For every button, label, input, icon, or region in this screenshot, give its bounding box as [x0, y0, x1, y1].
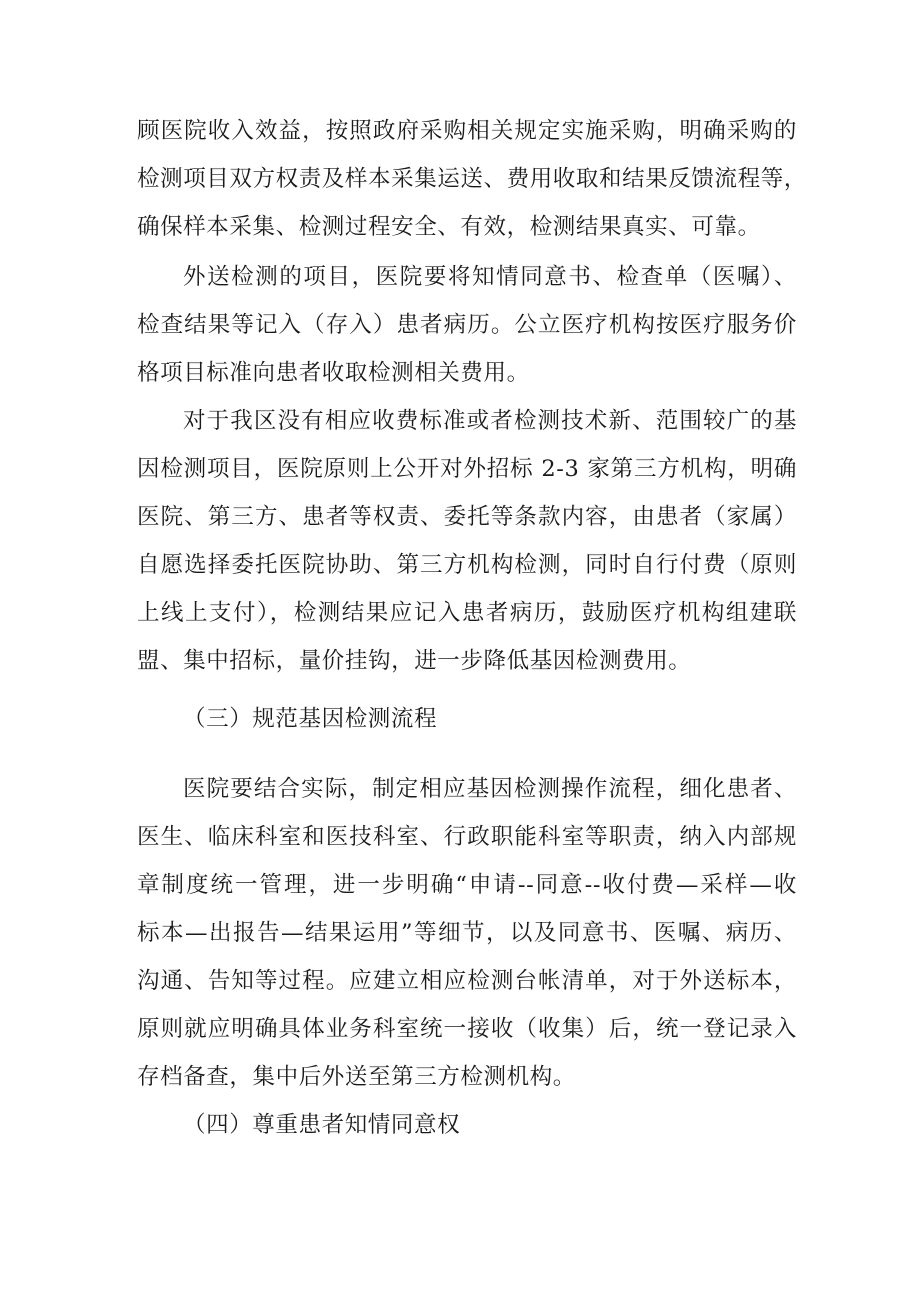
paragraph-line: 盟、集中招标，量价挂钩，进一步降低基因检测费用。: [137, 648, 692, 674]
paragraph-line: 存档备查，集中后外送至第三方检测机构。: [137, 1064, 576, 1090]
paragraph-line: 对于我区没有相应收费标准或者检测技术新、范围较广的基: [183, 408, 797, 434]
paragraph-line: 沟通、告知等过程。应建立相应检测台帐清单，对于外送标本，: [137, 968, 797, 994]
paragraph-line: 检查结果等记入（存入）患者病历。公立医疗机构按医疗服务价: [137, 312, 797, 338]
paragraph-line: 原则就应明确具体业务科室统一接收（收集）后，统一登记录入: [137, 1016, 797, 1042]
paragraph-line: 章制度统一管理，进一步明确“申请--同意--收付费—采样—收: [137, 872, 797, 898]
paragraph-line: 上线上支付），检测结果应记入患者病历，鼓励医疗机构组建联: [137, 600, 797, 626]
paragraph-line: 外送检测的项目，医院要将知情同意书、检查单（医嘱）、: [183, 264, 797, 290]
section-4-heading: （四）尊重患者知情同意权: [183, 1112, 461, 1138]
paragraph-line: 自愿选择委托医院协助、第三方机构检测，同时自行付费（原则: [137, 552, 797, 578]
paragraph-line: 确保样本采集、检测过程安全、有效，检测结果真实、可靠。: [137, 214, 761, 240]
paragraph-line: 因检测项目，医院原则上公开对外招标 2-3 家第三方机构，明确: [137, 456, 797, 482]
paragraph-line: 医院、第三方、患者等权责、委托等条款内容，由患者（家属）: [137, 504, 797, 530]
paragraph-line: 医院要结合实际，制定相应基因检测操作流程，细化患者、: [183, 776, 797, 802]
section-3-heading: （三）规范基因检测流程: [183, 706, 438, 732]
paragraph-line: 检测项目双方权责及样本采集运送、费用收取和结果反馈流程等，: [137, 166, 807, 192]
paragraph-line: 顾医院收入效益，按照政府采购相关规定实施采购，明确采购的: [137, 118, 797, 144]
paragraph-line: 标本—出报告—结果运用”等细节，以及同意书、医嘱、病历、: [137, 920, 797, 946]
paragraph-line: 格项目标准向患者收取检测相关费用。: [137, 360, 530, 386]
paragraph-line: 医生、临床科室和医技科室、行政职能科室等职责，纳入内部规: [137, 824, 797, 850]
